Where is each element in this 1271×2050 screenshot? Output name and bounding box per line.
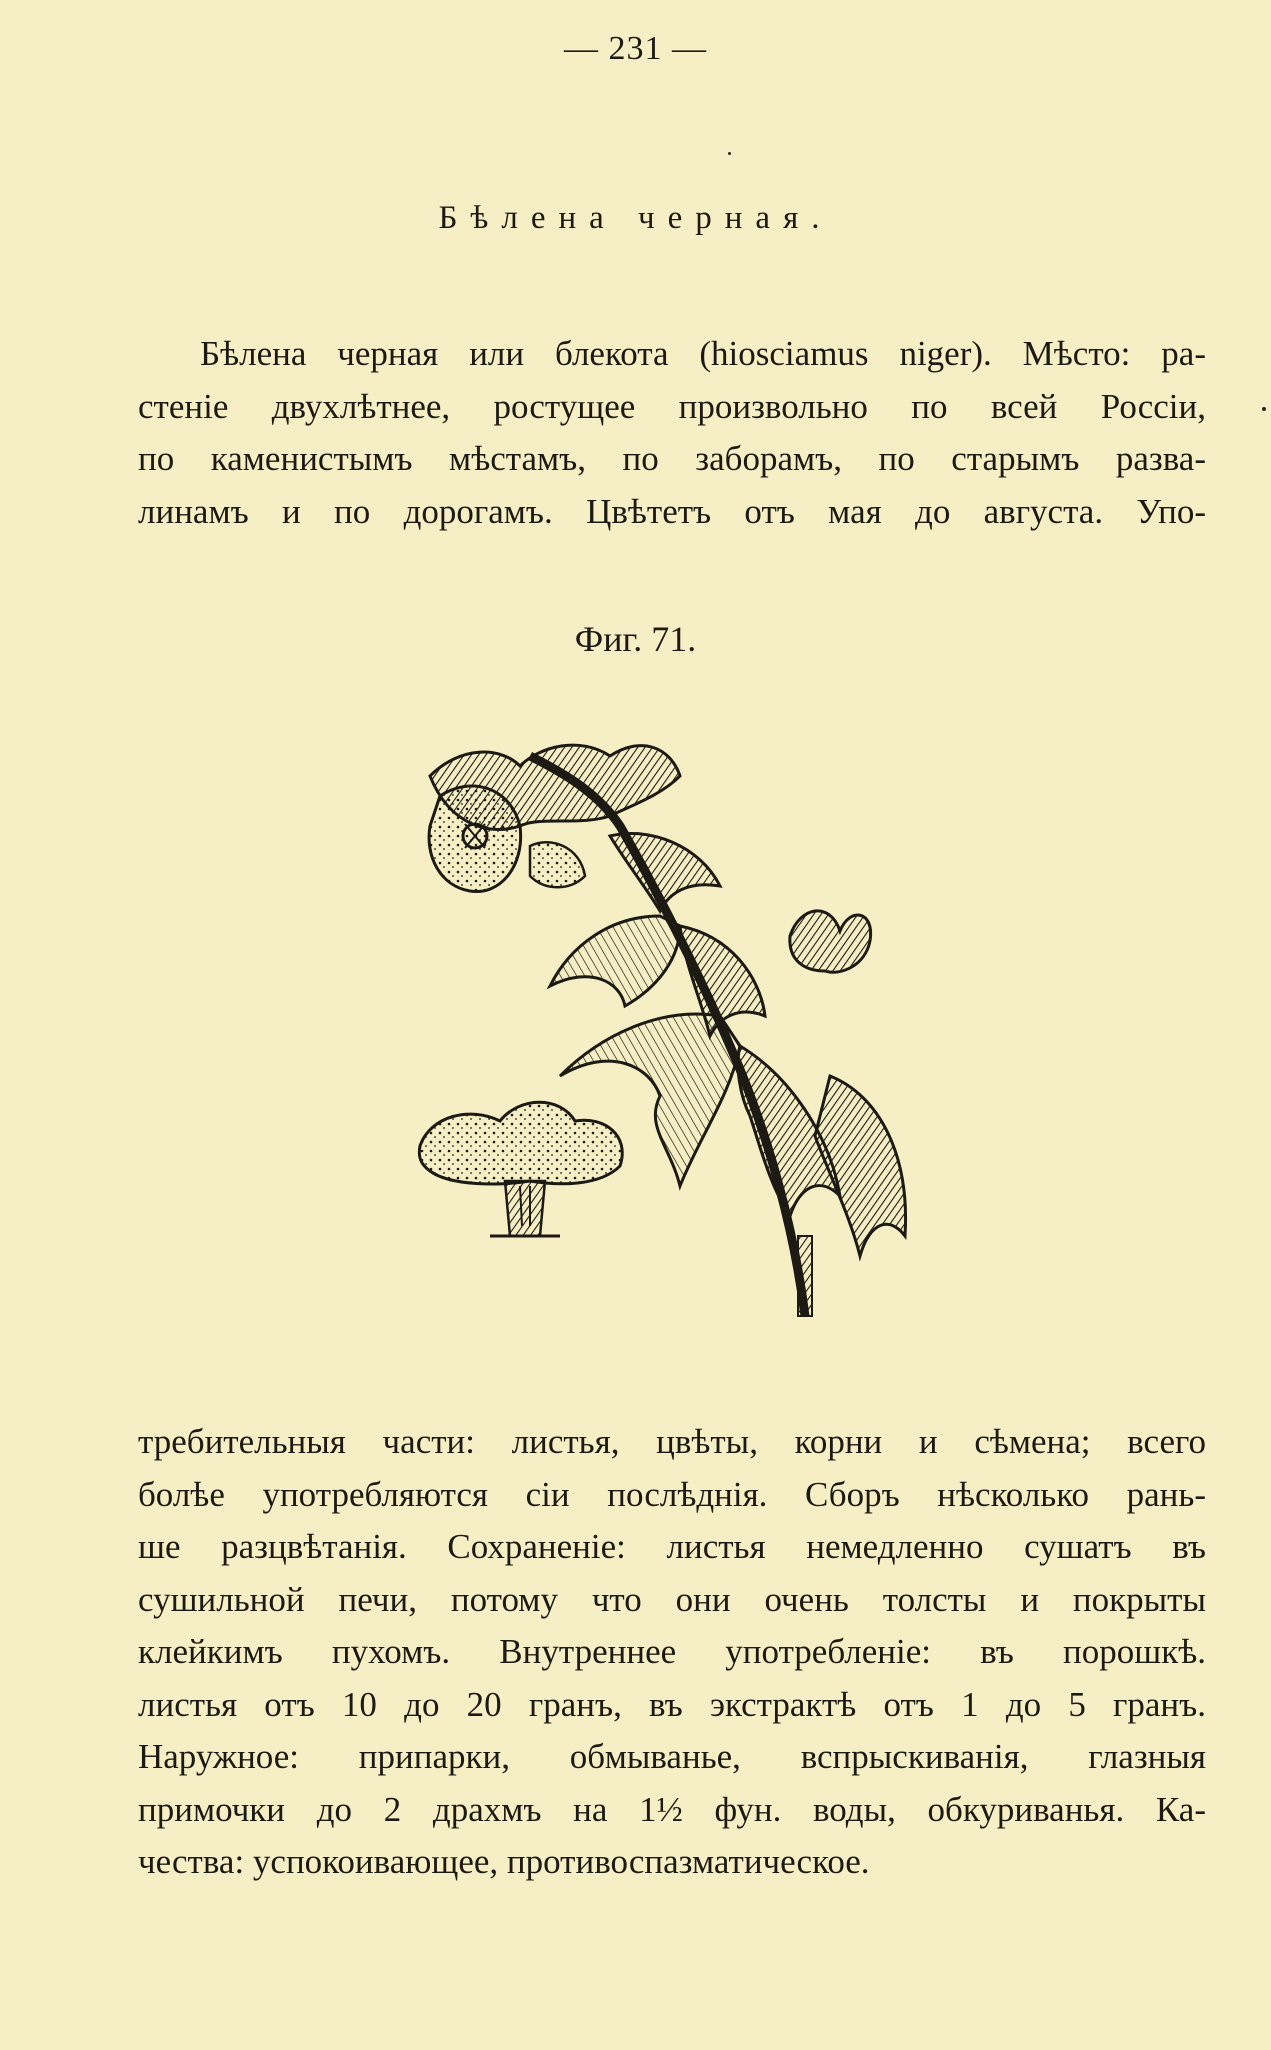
paragraph-line: по каменистымъ мѣстамъ, по заборамъ, по старымъ разва- bbox=[138, 439, 1206, 478]
paragraph-line: ше разцвѣтанія. Сохраненіе: листья немедленно сушатъ въ bbox=[138, 1527, 1206, 1566]
paragraph-line: примочки до 2 драхмъ на 1½ фун. воды, обкуриванья. Ка- bbox=[138, 1789, 1206, 1829]
paragraph-line: стеніе двухлѣтнее, ростущее произвольно по всей Россіи, bbox=[138, 386, 1206, 426]
paragraph-line: листья отъ 10 до 20 гранъ, въ экстрактѣ отъ 1 до 5 гранъ. bbox=[138, 1684, 1206, 1724]
paragraph-line: требительныя части: листья, цвѣты, корни и сѣмена; всего bbox=[138, 1422, 1206, 1461]
paragraph-line: Наружное: припарки, обмыванье, вспрыскиванія, глазныя bbox=[138, 1737, 1206, 1776]
paragraph-line: линамъ и по дорогамъ. Цвѣтетъ отъ мая до августа. Упо- bbox=[138, 491, 1206, 531]
henbane-plant-illustration bbox=[410, 716, 950, 1336]
paragraph-line: клейкимъ пухомъ. Внутреннее употребленіе: въ порошкѣ. bbox=[138, 1632, 1206, 1671]
ink-speck bbox=[1262, 407, 1266, 411]
figure-caption: Фиг. 71. bbox=[574, 619, 697, 659]
paragraph-2 bbox=[138, 1416, 1206, 1889]
ink-speck bbox=[728, 152, 731, 155]
paragraph-line: болѣе употребляются сіи послѣднія. Сборъ нѣсколько рань- bbox=[138, 1474, 1206, 1514]
section-heading: Бѣлена черная. bbox=[438, 200, 833, 236]
paragraph-line: сушильной печи, потому что они очень толсты и покрыты bbox=[138, 1579, 1206, 1619]
paragraph-line: чества: успокоивающее, противоспазматическое. bbox=[138, 1842, 870, 1881]
paragraph-1 bbox=[138, 328, 1206, 538]
page-number: — 231 — bbox=[564, 30, 707, 67]
paragraph-line: Бѣлена черная или блекота (hiosciamus niger). Мѣсто: ра- bbox=[200, 334, 1206, 373]
